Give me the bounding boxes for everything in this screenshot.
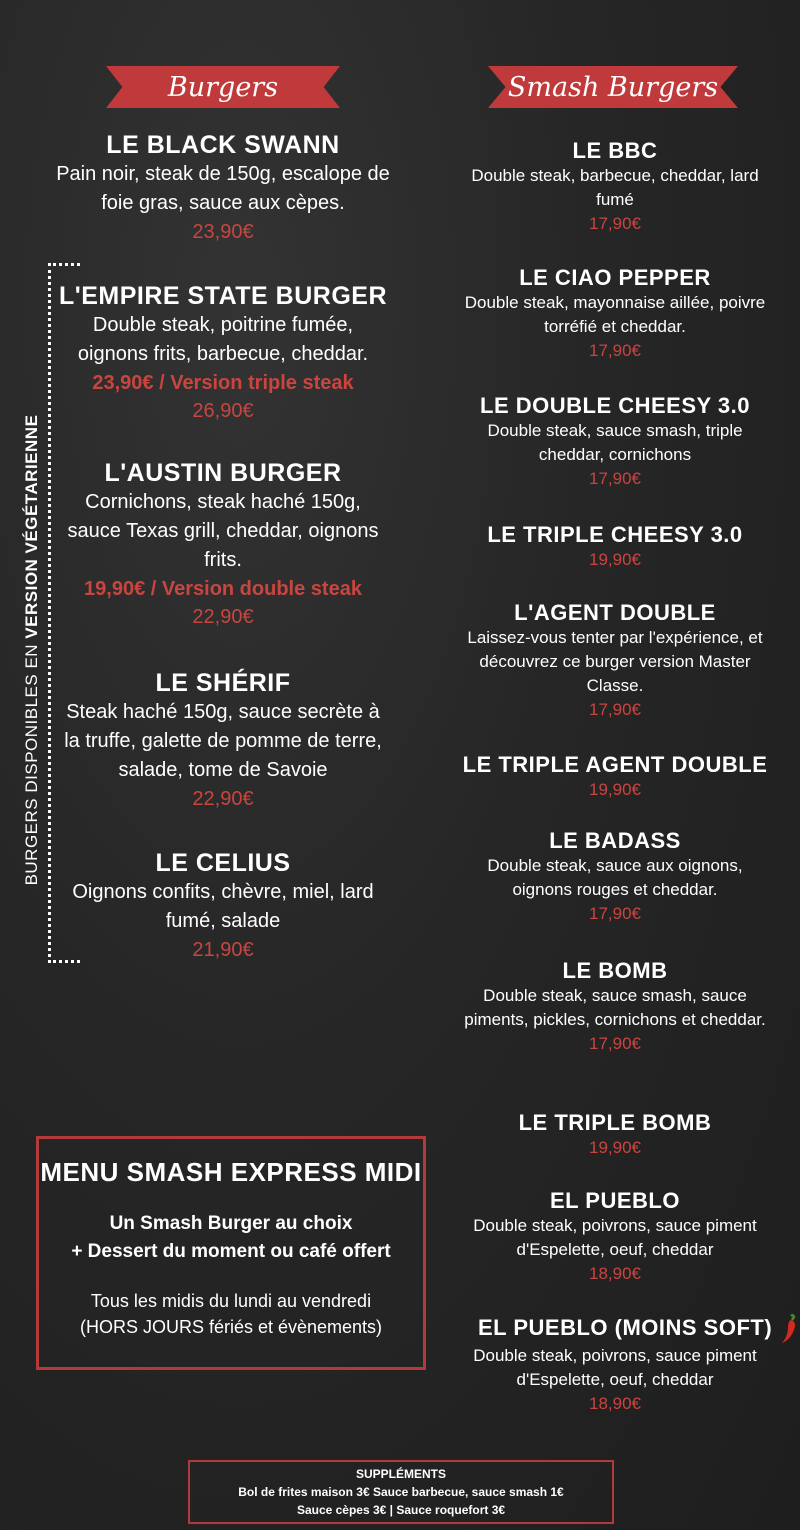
item-desc: Cornichons, steak haché 150g, sauce Texas grill, cheddar, oignons frits. xyxy=(67,491,379,571)
menu-item-triple-cheesy xyxy=(462,521,768,572)
smash-burgers-header xyxy=(488,66,738,108)
item-name: LE BADASS xyxy=(549,828,681,853)
item-desc: Steak haché 150g, sauce secrète à la truffe, galette de pomme de terre, salade, tome de Savoie xyxy=(64,701,382,781)
supplements-line2: Sauce cèpes 3€ | Sauce roquefort 3€ xyxy=(296,1503,506,1517)
menu-item-empire-state xyxy=(56,281,390,425)
item-desc: Laissez-vous tenter par l'expérience, et découvrez ce burger version Master Classe. xyxy=(467,628,763,695)
item-price: 19,90€ xyxy=(589,780,641,799)
item-desc: Double steak, sauce smash, sauce piments, pickles, cornichons et cheddar. xyxy=(464,986,766,1029)
vegetarian-bracket xyxy=(48,263,80,963)
item-price: 17,90€ xyxy=(589,341,641,360)
item-desc: Double steak, poivrons, sauce piment d'Espelette, oeuf, cheddar xyxy=(473,1346,757,1390)
item-price: 19,90€ / Version double steak xyxy=(84,578,362,600)
item-price-alt: 26,90€ xyxy=(192,400,254,422)
item-name: LE CELIUS xyxy=(155,849,291,877)
item-price: 17,90€ xyxy=(589,214,641,233)
supplements-title: SUPPLÉMENTS xyxy=(355,1467,446,1481)
menu-item-badass xyxy=(462,827,768,926)
item-price: 23,90€ xyxy=(192,221,254,243)
item-price-alt: 22,90€ xyxy=(192,606,254,628)
item-name: LE TRIPLE CHEESY 3.0 xyxy=(487,522,743,547)
item-name: L'AGENT DOUBLE xyxy=(514,600,716,625)
menu-item-black-swann xyxy=(56,130,390,246)
vegetarian-note-a: BURGERS DISPONIBLES EN xyxy=(22,638,41,886)
smash-burgers-header-label: Smash Burgers xyxy=(507,71,719,103)
item-price: 22,90€ xyxy=(192,788,254,810)
item-name: LE SHÉRIF xyxy=(155,669,291,697)
item-price: 17,90€ xyxy=(589,700,641,719)
item-name: LE TRIPLE AGENT DOUBLE xyxy=(462,752,768,777)
menu-item-ciao-pepper xyxy=(462,264,768,363)
chili-pepper-icon xyxy=(779,1314,799,1344)
item-price: 17,90€ xyxy=(589,904,641,923)
supplements-line1: Bol de frites maison 3€ Sauce barbecue, sauce smash 1€ xyxy=(238,1485,564,1499)
burgers-header xyxy=(106,66,340,108)
menu-item-el-pueblo xyxy=(462,1187,768,1286)
express-note-line1: Tous les midis du lundi au vendredi xyxy=(90,1291,372,1311)
item-name: LE BOMB xyxy=(562,958,668,983)
item-price: 19,90€ xyxy=(589,1138,641,1157)
menu-item-bbc xyxy=(462,137,768,236)
supplements-box xyxy=(188,1460,614,1524)
item-name: LE BLACK SWANN xyxy=(106,131,340,159)
menu-item-celius xyxy=(56,848,390,964)
item-desc: Oignons confits, chèvre, miel, lard fumé, salade xyxy=(72,881,374,932)
express-offer-line2: + Dessert du moment ou café offert xyxy=(71,1241,391,1262)
item-name: EL PUEBLO xyxy=(549,1188,680,1213)
menu-item-austin xyxy=(56,458,390,631)
item-desc: Double steak, poivrons, sauce piment d'Espelette, oeuf, cheddar xyxy=(473,1216,757,1259)
item-price: 19,90€ xyxy=(589,550,641,569)
item-price: 17,90€ xyxy=(589,1034,641,1053)
menu-item-triple-agent-double xyxy=(462,751,768,802)
item-price: 21,90€ xyxy=(192,939,254,961)
item-price: 23,90€ / Version triple steak xyxy=(92,372,354,394)
vegetarian-note xyxy=(18,414,46,886)
item-name: EL PUEBLO (MOINS SOFT) xyxy=(478,1315,773,1340)
item-name: LE CIAO PEPPER xyxy=(519,265,711,290)
item-name: LE BBC xyxy=(572,138,658,163)
item-desc: Double steak, poitrine fumée, oignons frits, barbecue, cheddar. xyxy=(77,314,369,365)
item-name: L'AUSTIN BURGER xyxy=(104,459,342,487)
express-offer-line1: Un Smash Burger au choix xyxy=(109,1213,353,1234)
item-desc: Pain noir, steak de 150g, escalope de foie gras, sauce aux cèpes. xyxy=(56,163,390,214)
menu-item-el-pueblo-moins-soft xyxy=(462,1314,773,1416)
item-desc: Double steak, sauce aux oignons, oignons rouges et cheddar. xyxy=(487,856,743,899)
menu-item-bomb xyxy=(462,957,768,1056)
menu-item-sherif xyxy=(56,668,390,813)
menu-item-agent-double xyxy=(462,599,768,722)
express-menu-box xyxy=(36,1136,426,1370)
item-price: 18,90€ xyxy=(589,1264,641,1283)
burgers-header-label: Burgers xyxy=(167,71,279,103)
item-desc: Double steak, sauce smash, triple cheddar, cornichons xyxy=(487,421,743,464)
item-price: 17,90€ xyxy=(589,469,641,488)
item-name: L'EMPIRE STATE BURGER xyxy=(58,282,388,310)
item-name: LE TRIPLE BOMB xyxy=(518,1110,712,1135)
item-name: LE DOUBLE CHEESY 3.0 xyxy=(480,393,750,418)
express-title: MENU SMASH EXPRESS MIDI xyxy=(40,1157,422,1187)
item-desc: Double steak, barbecue, cheddar, lard fumé xyxy=(471,166,759,209)
item-desc: Double steak, mayonnaise aillée, poivre torréfié et cheddar. xyxy=(464,293,766,336)
express-note-line2: (HORS JOURS fériés et évènements) xyxy=(79,1317,383,1337)
menu-item-double-cheesy xyxy=(462,392,768,491)
item-price: 18,90€ xyxy=(589,1394,641,1414)
vegetarian-note-b: VERSION VÉGÉTARIENNE xyxy=(22,414,41,639)
menu-item-triple-bomb xyxy=(462,1109,768,1160)
